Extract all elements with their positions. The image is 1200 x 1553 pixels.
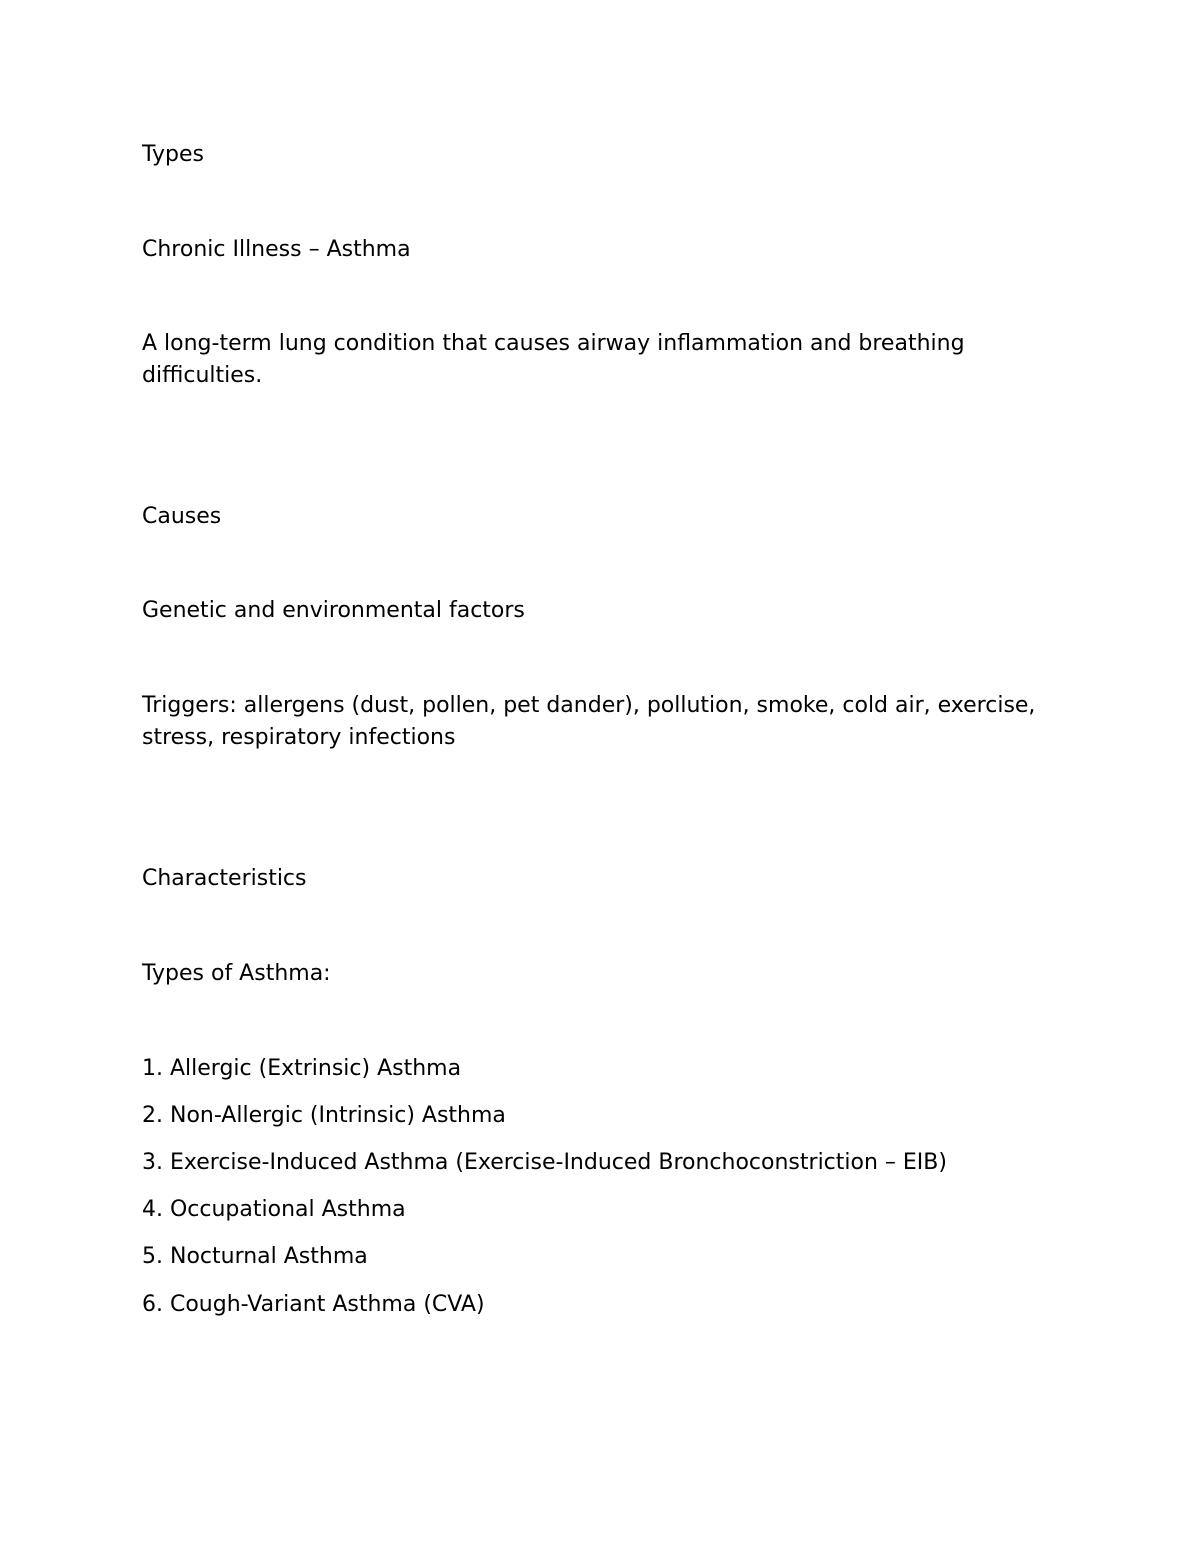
list-title-types-of-asthma: Types of Asthma: (142, 961, 331, 986)
list-item: 6. Cough-Variant Asthma (CVA) (142, 1292, 485, 1317)
paragraph-causes-factors: Genetic and environmental factors (142, 598, 525, 623)
list-item: 1. Allergic (Extrinsic) Asthma (142, 1056, 462, 1081)
paragraph-triggers: Triggers: allergens (dust, pollen, pet dander), pollution, smoke, cold air, exercise, stress, respiratory infections (142, 693, 1036, 750)
subheading-chronic-illness: Chronic Illness – Asthma (142, 237, 411, 262)
list-item: 4. Occupational Asthma (142, 1197, 406, 1222)
paragraph-asthma-description: A long-term lung condition that causes airway inflammation and breathing difficulties. (142, 331, 965, 388)
list-item: 2. Non-Allergic (Intrinsic) Asthma (142, 1103, 506, 1128)
list-item: 3. Exercise-Induced Asthma (Exercise-Induced Bronchoconstriction – EIB) (142, 1150, 947, 1175)
heading-types: Types (142, 142, 204, 167)
list-item: 5. Nocturnal Asthma (142, 1244, 368, 1269)
heading-causes: Causes (142, 504, 222, 529)
heading-characteristics: Characteristics (142, 866, 307, 891)
